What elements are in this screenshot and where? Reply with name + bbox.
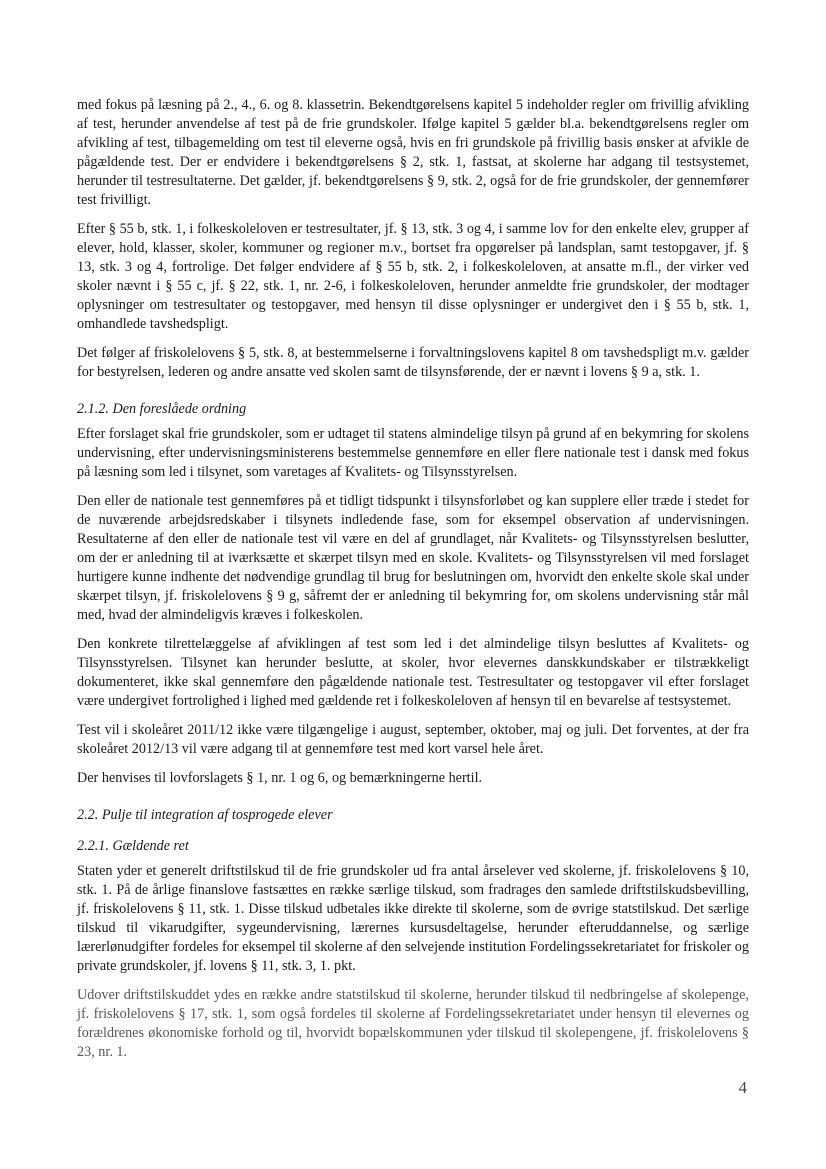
paragraph: Test vil i skoleåret 2011/12 ikke være tilgængelige i august, september, oktober, maj og juli. Det forventes, at der fra skoleåret 2012/13 vil være adgang til at gennemføre test med kort varsel hele året. xyxy=(77,722,749,757)
paragraph: Efter forslaget skal frie grundskoler, som er udtaget til statens almindelige tilsyn på grund af en bekymring for skolens undervisning, efter undervisningsministerens bestemmelse gennemføre en eller flere nationale test i dansk med fokus på læsning som led i tilsynet, som varetages af Kvalitets- og Tilsynsstyrelsen. xyxy=(77,426,749,480)
paragraph: Staten yder et generelt driftstilskud til de frie grundskoler ud fra antal årselever ved skolerne, jf. friskolelovens § 10, stk. 1. På de årlige finanslove fastsættes en række særlige tilskud, som fradrages den samlede driftstilskudsbevilling, jf. friskolelovens § 11, stk. 1. Disse tilskud udbetales ikke direkte til skolerne, som de øvrige statstilskud. Det særlige tilskud til vikarudgifter, sygeundervisning, lærernes kursusdeltagelse, herunder efteruddannelse, og særlige lærerlønudgifter fordeles for eksempel til skolerne af den selvejende institution Fordelingssekretariatet for friskoler og private grundskoler, jf. lovens § 11, stk. 3, 1. pkt. xyxy=(77,863,749,974)
section-heading-2-1-2: 2.1.2. Den foreslåede ordning xyxy=(77,401,247,417)
paragraph: Det følger af friskolelovens § 5, stk. 8, at bestemmelserne i forvaltningslovens kapitel 8 om tavshedspligt m.v. gælder for bestyrelsen, lederen og andre ansatte ved skolen samt de tilsynsførende, der er nævnt i lovens § 9 a, stk. 1. xyxy=(77,345,749,380)
paragraph: Efter § 55 b, stk. 1, i folkeskoleloven er testresultater, jf. § 13, stk. 3 og 4, i samme lov for den enkelte elev, grupper af elever, hold, klasser, skoler, kommuner og regioner m.v., bortset fra opgørelser på landsplan, samt testopgaver, jf. § 13, stk. 3 og 4, fortrolige. Det følger endvidere af § 55 b, stk. 2, i folkeskoleloven, at ansatte m.fl., der virker ved skoler nævnt i § 55 c, jf. § 22, stk. 1, nr. 2-6, i folkeskoleloven, herunder anmeldte frie grundskoler, der modtager oplysninger om testresultater og testopgaver, med hensyn til disse oplysninger er undergivet den i § 55 b, stk. 1, omhandlede tavshedspligt. xyxy=(77,221,749,332)
paragraph: med fokus på læsning på 2., 4., 6. og 8. klassetrin. Bekendtgørelsens kapitel 5 indeholder regler om frivillig afvikling af test, herunder anvendelse af test på de frie grundskoler. Ifølge kapitel 5 gælder bl.a. bekendtgørelsens regler om afvikling af test, tilbagemelding om test til eleverne også, hvis en fri grundskole på frivillig basis ønsker at afvikle de pågældende test. Der er endvidere i bekendtgørelsens § 2, stk. 1, fastsat, at skolerne har adgang til testsystemet, herunder til testresultaterne. Det gælder, jf. bekendtgørelsens § 9, stk. 2, også for de frie grundskoler, der gennemfører test frivilligt. xyxy=(77,97,749,208)
paragraph: Der henvises til lovforslagets § 1, nr. 1 og 6, og bemærkningerne hertil. xyxy=(77,770,483,786)
section-heading-2-2: 2.2. Pulje til integration af tosprogede elever xyxy=(77,807,333,823)
section-heading-2-2-1: 2.2.1. Gældende ret xyxy=(77,838,189,854)
page-number: 4 xyxy=(738,1078,747,1097)
page-content xyxy=(77,96,749,1072)
paragraph: Udover driftstilskuddet ydes en række andre statstilskud til skolerne, herunder tilskud til nedbringelse af skolepenge, jf. friskolelovens § 17, stk. 1, som også fordeles til skolerne af Fordelingssekretariatet under hensyn til elevernes og forældrenes økonomiske forhold og til, hvorvidt bopælskommunen yder tilskud til skolepengene, jf. friskolelovens § 23, nr. 1. xyxy=(77,987,749,1060)
paragraph: Den eller de nationale test gennemføres på et tidligt tidspunkt i tilsynsforløbet og kan supplere eller træde i stedet for de nuværende arbejdsredskaber i tilsynets indledende fase, som for eksempel observation af undervisningen. Resultaterne af den eller de nationale test vil være en del af grundlaget, når Kvalitets- og Tilsynsstyrelsen beslutter, om der er anledning til at iværksætte et skærpet tilsyn med en skole. Kvalitets- og Tilsynsstyrelsen vil med forslaget hurtigere kunne indhente det nødvendige grundlag til brug for beslutningen om, hvorvidt den enkelte skole skal under skærpet tilsyn, jf. friskolelovens § 9 g, såfremt der er anledning til bekymring for, om skolens undervisning står mål med, hvad der almindeligvis kræves i folkeskolen. xyxy=(77,493,749,623)
paragraph: Den konkrete tilrettelæggelse af afviklingen af test som led i det almindelige tilsyn besluttes af Kvalitets- og Tilsynsstyrelsen. Tilsynet kan herunder beslutte, at skoler, hvor elevernes danskkundskaber er tilstrækkeligt dokumenteret, ikke skal gennemføre den pågældende nationale test. Testresultater og testopgaver vil efter forslaget være undergivet fortrolighed i lighed med gældende ret i folkeskoleloven af hensyn til en bevarelse af testsystemet. xyxy=(77,636,749,709)
